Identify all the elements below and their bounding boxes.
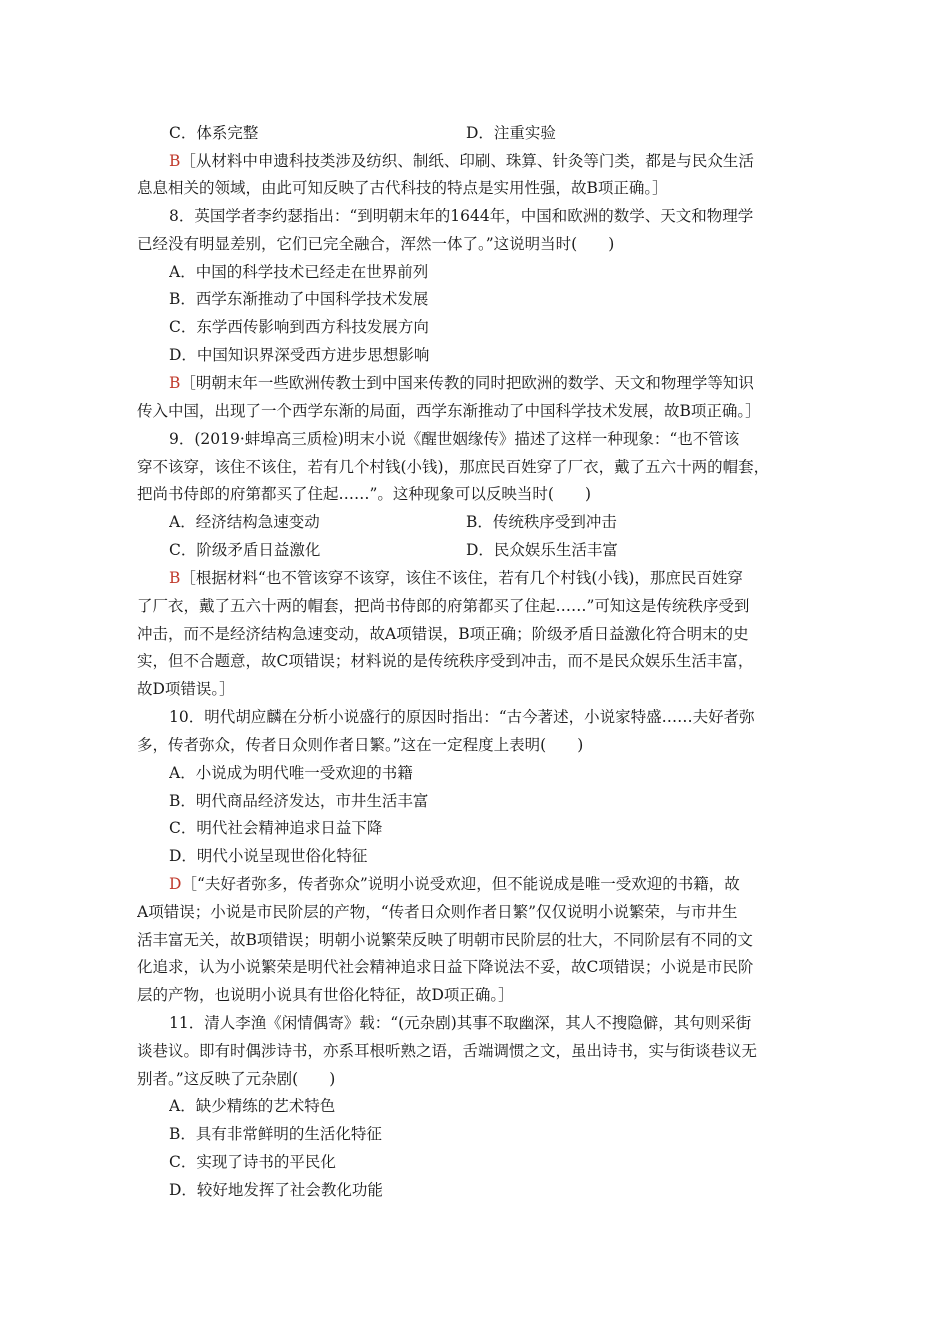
q7-answer: B [169,152,181,170]
q9-explanation-line-1: B［根据材料“也不管该穿不该穿，该住不该住，若有几个村钱(小钱)，那庶民百姓穿 [169,569,743,587]
q11-option-a: A．缺少精练的艺术特色 [169,1097,336,1115]
q9-explanation-line-2: 了厂衣，戴了五六十两的帽套，把尚书侍郎的府第都买了住起……”可知这是传统秩序受到 [137,597,750,615]
q11-option-d: D．较好地发挥了社会教化功能 [169,1181,383,1199]
q7-option-c: C．体系完整 [169,124,259,142]
q10-explanation-line-4: 化追求，认为小说繁荣是明代社会精神追求日益下降说法不妥，故C项错误；小说是市民阶 [137,958,754,976]
q11-stem-line-1: 11．清人李渔《闲情偶寄》载：“(元杂剧)其事不取幽深，其人不搜隐僻，其句则采街 [169,1014,752,1032]
q7-explanation-line-1: B［从材料中申遗科技类涉及纺织、制纸、印刷、珠算、针灸等门类，都是与民众生活 [169,152,754,170]
q8-option-d: D．中国知识界深受西方进步思想影响 [169,346,430,364]
q8-option-b: B．西学东渐推动了中国科学技术发展 [169,290,429,308]
q10-option-b: B．明代商品经济发达，市井生活丰富 [169,792,429,810]
q7-explanation-line-2: 息息相关的领域，由此可知反映了古代科技的特点是实用性强，故B项正确。］ [137,179,668,197]
q9-option-b: B．传统秩序受到冲击 [466,513,617,531]
q11-option-b: B．具有非常鲜明的生活化特征 [169,1125,382,1143]
q9-answer: B [169,569,181,587]
q10-explanation-line-5: 层的产物，也说明小说具有世俗化特征，故D项正确。］ [137,986,514,1004]
q10-explanation-line-1: D［“夫好者弥多，传者弥众”说明小说受欢迎，但不能说成是唯一受欢迎的书籍，故 [169,875,740,893]
q11-stem-line-2: 谈巷议。即有时偶涉诗书，亦系耳根听熟之语，舌端调惯之文，虽出诗书，实与街谈巷议无 [137,1042,758,1060]
q10-explanation-line-3: 活丰富无关，故B项错误；明朝小说繁荣反映了明朝市民阶层的壮大，不同阶层有不同的文 [137,931,753,949]
q9-stem-line-2: 穿不该穿，该住不该住，若有几个村钱(小钱)，那庶民百姓穿了厂衣，戴了五六十两的帽套， [137,458,770,476]
q7-option-d: D．注重实验 [466,124,556,142]
q9-explanation-line-5: 故D项错误。］ [137,680,235,698]
q10-explanation-line-2: A项错误；小说是市民阶层的产物，“传者日众则作者日繁”仅仅说明小说繁荣，与市井生 [137,903,738,921]
q9-stem-line-3: 把尚书侍郎的府第都买了住起……”。这种现象可以反映当时( ) [137,485,592,503]
q8-stem-line-2: 已经没有明显差别，它们已完全融合，浑然一体了。”这说明当时( ) [137,235,615,253]
q9-option-a: A．经济结构急速变动 [169,513,320,531]
q8-stem-line-1: 8．英国学者李约瑟指出：“到明朝末年的1644年，中国和欧洲的数学、天文和物理学 [169,207,754,225]
q8-answer: B [169,374,181,392]
q10-answer: D [169,875,182,893]
q10-option-d: D．明代小说呈现世俗化特征 [169,847,368,865]
q10-stem-line-2: 多，传者弥众，传者日众则作者日繁。”这在一定程度上表明( ) [137,736,584,754]
q9-option-c: C．阶级矛盾日益激化 [169,541,321,559]
q8-explanation-line-1: B［明朝末年一些欧洲传教士到中国来传教的同时把欧洲的数学、天文和物理学等知识 [169,374,754,392]
q11-option-c: C．实现了诗书的平民化 [169,1153,336,1171]
q9-explanation-line-3: 冲击，而不是经济结构急速变动，故A项错误，B项正确；阶级矛盾日益激化符合明末的史 [137,625,749,643]
q8-explanation-line-2: 传入中国，出现了一个西学东渐的局面，西学东渐推动了中国科学技术发展，故B项正确。］ [137,402,761,420]
q10-stem-line-1: 10．明代胡应麟在分析小说盛行的原因时指出：“古今著述，小说家特盛……夫好者弥 [169,708,755,726]
q8-option-c: C．东学西传影响到西方科技发展方向 [169,318,429,336]
q9-option-d: D．民众娱乐生活丰富 [466,541,618,559]
q10-option-c: C．明代社会精神追求日益下降 [169,819,383,837]
q8-option-a: A．中国的科学技术已经走在世界前列 [169,263,429,281]
q9-explanation-line-4: 实，但不合题意，故C项错误；材料说的是传统秩序受到冲击，而不是民众娱乐生活丰富， [137,652,754,670]
q11-stem-line-3: 别者。”这反映了元杂剧( ) [137,1070,336,1088]
q10-option-a: A．小说成为明代唯一受欢迎的书籍 [169,764,413,782]
q9-stem-line-1: 9．(2019·蚌埠高三质检)明末小说《醒世姻缘传》描述了这样一种现象：“也不管该 [169,430,740,448]
